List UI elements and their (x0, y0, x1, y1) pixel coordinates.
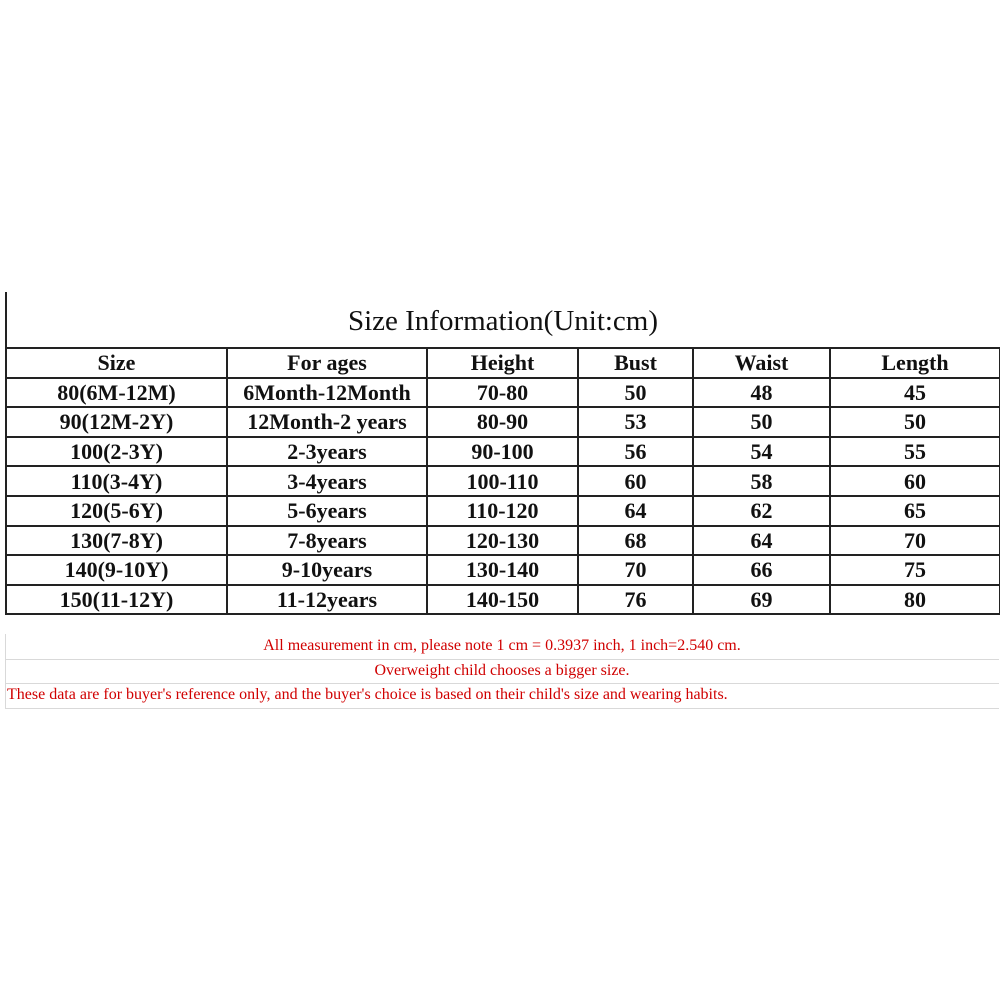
cell-size: 110(3-4Y) (6, 466, 227, 496)
cell-for-ages: 9-10years (227, 555, 427, 585)
cell-height: 140-150 (427, 585, 578, 615)
grid-line (5, 708, 999, 709)
table-row (6, 585, 1000, 615)
cell-waist: 64 (693, 526, 830, 556)
cell-height: 70-80 (427, 378, 578, 408)
cell-length: 60 (830, 466, 1000, 496)
cell-waist: 50 (693, 407, 830, 437)
header-for-ages: For ages (227, 348, 427, 378)
cell-bust: 56 (578, 437, 693, 467)
header-bust: Bust (578, 348, 693, 378)
cell-bust: 70 (578, 555, 693, 585)
cell-for-ages: 6Month-12Month (227, 378, 427, 408)
size-table (5, 347, 1000, 615)
cell-for-ages: 5-6years (227, 496, 427, 526)
cell-height: 120-130 (427, 526, 578, 556)
note-measurement: All measurement in cm, please note 1 cm = 0.3937 inch, 1 inch=2.540 cm. (263, 637, 741, 654)
cell-size: 100(2-3Y) (6, 437, 227, 467)
cell-size: 130(7-8Y) (6, 526, 227, 556)
cell-height: 110-120 (427, 496, 578, 526)
cell-bust: 64 (578, 496, 693, 526)
cell-size: 120(5-6Y) (6, 496, 227, 526)
note-disclaimer: These data are for buyer's reference only, and the buyer's choice is based on their child's size and wearing habits. (7, 686, 728, 703)
cell-size: 140(9-10Y) (6, 555, 227, 585)
cell-bust: 50 (578, 378, 693, 408)
cell-length: 80 (830, 585, 1000, 615)
cell-for-ages: 11-12years (227, 585, 427, 615)
table-row (6, 526, 1000, 556)
cell-waist: 54 (693, 437, 830, 467)
title-row (5, 292, 999, 347)
table-row (6, 496, 1000, 526)
cell-length: 45 (830, 378, 1000, 408)
header-waist: Waist (693, 348, 830, 378)
header-size: Size (6, 348, 227, 378)
cell-size: 150(11-12Y) (6, 585, 227, 615)
cell-size: 80(6M-12M) (6, 378, 227, 408)
cell-for-ages: 3-4years (227, 466, 427, 496)
table-row (6, 407, 1000, 437)
cell-for-ages: 7-8years (227, 526, 427, 556)
note-overweight: Overweight child chooses a bigger size. (374, 661, 630, 679)
cell-waist: 66 (693, 555, 830, 585)
cell-length: 55 (830, 437, 1000, 467)
cell-size: 90(12M-2Y) (6, 407, 227, 437)
header-height: Height (427, 348, 578, 378)
cell-height: 130-140 (427, 555, 578, 585)
cell-length: 50 (830, 407, 1000, 437)
cell-bust: 76 (578, 585, 693, 615)
cell-for-ages: 12Month-2 years (227, 407, 427, 437)
notes-section (5, 634, 999, 708)
cell-length: 65 (830, 496, 1000, 526)
page-title: Size Information(Unit:cm) (347, 305, 659, 337)
cell-length: 70 (830, 526, 1000, 556)
cell-height: 100-110 (427, 466, 578, 496)
table-row (6, 378, 1000, 408)
cell-height: 80-90 (427, 407, 578, 437)
cell-height: 90-100 (427, 437, 578, 467)
cell-bust: 53 (578, 407, 693, 437)
cell-bust: 68 (578, 526, 693, 556)
cell-length: 75 (830, 555, 1000, 585)
cell-waist: 58 (693, 466, 830, 496)
cell-waist: 69 (693, 585, 830, 615)
cell-waist: 48 (693, 378, 830, 408)
table-row (6, 555, 1000, 585)
header-length: Length (830, 348, 1000, 378)
table-header-row (6, 348, 1000, 378)
cell-waist: 62 (693, 496, 830, 526)
cell-for-ages: 2-3years (227, 437, 427, 467)
table-row (6, 466, 1000, 496)
size-chart-sheet (5, 292, 999, 710)
cell-bust: 60 (578, 466, 693, 496)
table-row (6, 437, 1000, 467)
